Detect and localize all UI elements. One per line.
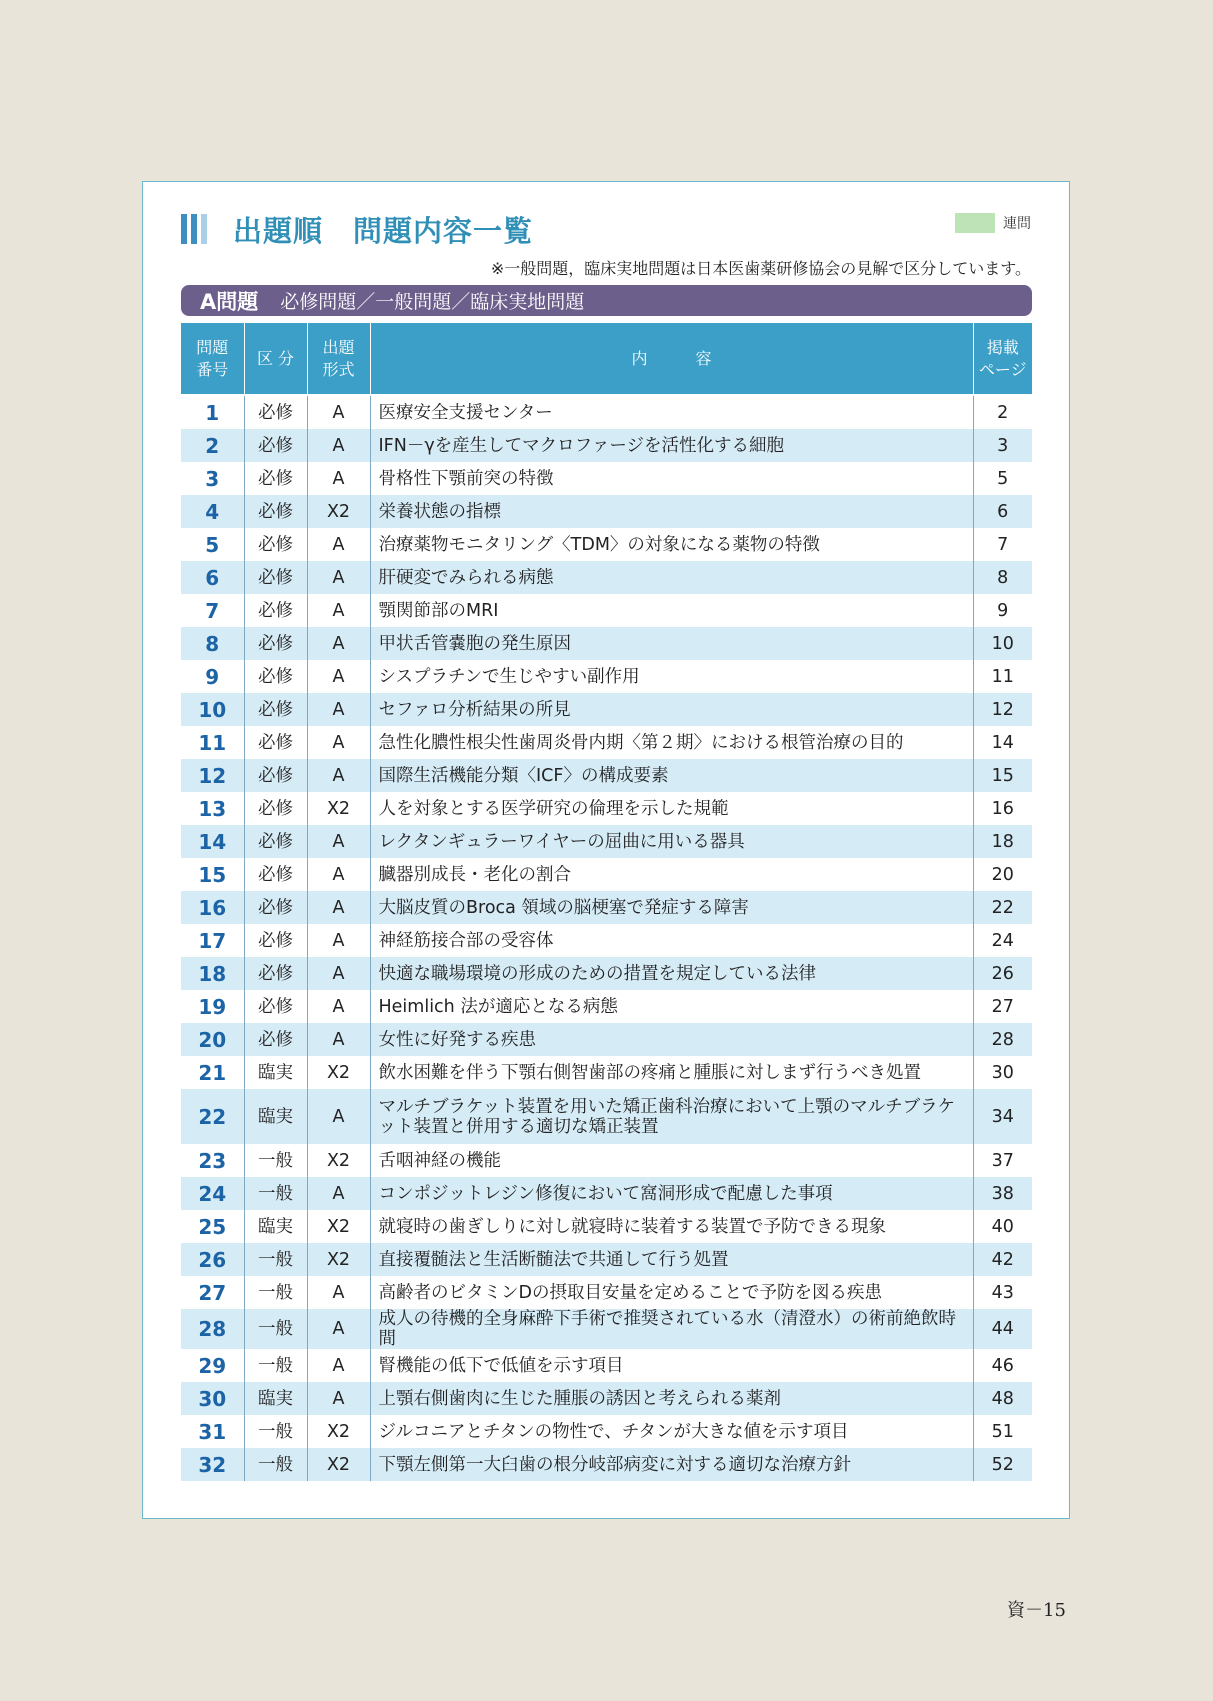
header-format-line2: 形式 [322, 359, 355, 379]
question-page: 15 [973, 759, 1032, 792]
header-category: 区 分 [244, 323, 307, 395]
question-format: A [307, 594, 370, 627]
header-format [307, 323, 370, 395]
question-page: 46 [991, 1355, 1014, 1376]
question-content: 顎関節部のMRI [370, 594, 973, 627]
table-row [181, 1023, 1032, 1056]
question-number: 21 [181, 1056, 244, 1089]
table-row [181, 693, 1032, 726]
question-category: 必修 [244, 891, 307, 924]
question-category: 必修 [244, 1023, 307, 1056]
page-number: 資－15 [1007, 1600, 1066, 1621]
table-row [181, 957, 1032, 990]
title-bar-2 [191, 214, 197, 244]
question-category: 一般 [244, 1243, 307, 1276]
question-number: 12 [181, 759, 244, 792]
table-row [181, 1243, 1032, 1276]
table-row [181, 594, 1032, 627]
question-number: 1 [181, 395, 244, 429]
page-title: 出題順 問題内容一覧 [233, 213, 534, 248]
header-question-number [181, 323, 244, 395]
question-page: 44 [973, 1309, 1032, 1349]
question-category: 臨実 [244, 1056, 307, 1089]
table-row [181, 1349, 1032, 1382]
question-number: 16 [181, 891, 244, 924]
table-row [181, 462, 1032, 495]
question-page: 38 [973, 1177, 1032, 1210]
question-number: 13 [181, 792, 244, 825]
question-category: 一般 [244, 1177, 307, 1210]
question-page: 6 [973, 495, 1032, 528]
title-bar-1 [181, 214, 187, 244]
table-row [181, 1056, 1032, 1089]
question-category: 必修 [244, 495, 307, 528]
question-format: A [307, 990, 370, 1023]
question-number: 25 [181, 1210, 244, 1243]
table-row [181, 1177, 1032, 1210]
question-format: A [307, 1023, 370, 1056]
question-content: 高齢者のビタミンDの摂取目安量を定めることで予防を図る疾患 [370, 1276, 973, 1309]
question-number: 3 [181, 462, 244, 495]
question-number: 6 [181, 561, 244, 594]
question-number: 11 [181, 726, 244, 759]
title-row [181, 212, 533, 246]
question-format: A [307, 561, 370, 594]
question-number: 15 [181, 858, 244, 891]
question-format: A [307, 462, 370, 495]
table-header-row [181, 323, 1032, 395]
table-row [181, 627, 1032, 660]
question-page: 10 [973, 627, 1032, 660]
question-content: 人を対象とする医学研究の倫理を示した規範 [370, 792, 973, 825]
table-row [181, 825, 1032, 858]
table-row [181, 858, 1032, 891]
question-number: 22 [181, 1089, 244, 1144]
question-page: 37 [991, 1150, 1014, 1171]
question-category: 必修 [244, 825, 307, 858]
question-content: レクタンギュラーワイヤーの屈曲に用いる器具 [370, 825, 973, 858]
question-number: 24 [181, 1177, 244, 1210]
question-number: 14 [181, 825, 244, 858]
header-page-line1: 掲載 [986, 337, 1019, 357]
question-content: Heimlich 法が適応となる病態 [370, 990, 973, 1023]
table-row [181, 395, 1032, 429]
question-category: 一般 [244, 1144, 307, 1177]
header-question-number-line1: 問題 [196, 337, 229, 357]
table-row [181, 1089, 1032, 1144]
question-format: A [307, 1349, 370, 1382]
question-content: シスプラチンで生じやすい副作用 [370, 660, 973, 693]
table-row [181, 792, 1032, 825]
question-category: 必修 [244, 924, 307, 957]
table-row [181, 726, 1032, 759]
question-content: 上顎右側歯肉に生じた腫脹の誘因と考えられる薬剤 [370, 1382, 973, 1415]
question-format: A [307, 395, 370, 429]
question-number: 32 [181, 1448, 244, 1481]
question-page: 28 [973, 1023, 1032, 1056]
question-page: 18 [973, 825, 1032, 858]
question-format: A [307, 759, 370, 792]
question-table [181, 323, 1032, 1481]
question-page: 14 [991, 732, 1014, 753]
question-content: 甲状舌管嚢胞の発生原因 [370, 627, 973, 660]
classification-note: ※一般問題，臨床実地問題は日本医歯薬研修協会の見解で区分しています。 [490, 259, 1031, 278]
question-format: A [307, 1089, 370, 1144]
question-page: 51 [991, 1421, 1014, 1442]
question-number: 17 [181, 924, 244, 957]
question-page: 30 [991, 1062, 1014, 1083]
question-category: 臨実 [244, 1089, 307, 1144]
question-page: 3 [973, 429, 1032, 462]
question-format: A [307, 1382, 370, 1415]
question-format: A [307, 891, 370, 924]
question-content: 直接覆髄法と生活断髄法で共通して行う処置 [370, 1243, 973, 1276]
question-number: 19 [181, 990, 244, 1023]
table-row [181, 495, 1032, 528]
question-page: 2 [997, 402, 1009, 423]
question-category: 必修 [244, 627, 307, 660]
question-page: 26 [973, 957, 1032, 990]
question-format: X2 [307, 1210, 370, 1243]
question-format: X2 [307, 1448, 370, 1481]
question-page: 34 [973, 1089, 1032, 1144]
question-number: 30 [181, 1382, 244, 1415]
question-content: 下顎左側第一大臼歯の根分岐部病変に対する適切な治療方針 [370, 1448, 973, 1481]
question-page: 42 [973, 1243, 1032, 1276]
question-category: 必修 [244, 528, 307, 561]
header-content: 内 容 [370, 323, 973, 395]
header-format-line1: 出題 [322, 337, 355, 357]
question-category: 臨実 [244, 1210, 307, 1243]
question-content: IFN－γを産生してマクロファージを活性化する細胞 [370, 429, 973, 462]
question-category: 必修 [244, 693, 307, 726]
question-number: 5 [181, 528, 244, 561]
legend-label: 連問 [1003, 216, 1031, 232]
question-number: 29 [181, 1349, 244, 1382]
question-number: 18 [181, 957, 244, 990]
question-page: 43 [991, 1282, 1014, 1303]
question-number: 28 [181, 1309, 244, 1349]
question-format: A [307, 726, 370, 759]
question-category: 一般 [244, 1349, 307, 1382]
question-category: 必修 [244, 858, 307, 891]
question-category: 必修 [244, 594, 307, 627]
question-format: X2 [307, 1056, 370, 1089]
question-number: 2 [181, 429, 244, 462]
question-format: A [307, 627, 370, 660]
question-page: 9 [997, 600, 1009, 621]
question-category: 一般 [244, 1309, 307, 1349]
question-number: 20 [181, 1023, 244, 1056]
question-category: 必修 [244, 957, 307, 990]
question-format: A [307, 660, 370, 693]
question-content: 肝硬変でみられる病態 [370, 561, 973, 594]
question-page: 20 [991, 864, 1014, 885]
table-body [181, 395, 1032, 1481]
question-page: 5 [997, 468, 1009, 489]
question-number: 9 [181, 660, 244, 693]
question-format: X2 [307, 1243, 370, 1276]
question-category: 必修 [244, 561, 307, 594]
question-content: コンポジットレジン修復において窩洞形成で配慮した事項 [370, 1177, 973, 1210]
table-row [181, 1210, 1032, 1243]
question-format: A [307, 1177, 370, 1210]
question-number: 31 [181, 1415, 244, 1448]
question-content: 国際生活機能分類〈ICF〉の構成要素 [370, 759, 973, 792]
question-page: 27 [991, 996, 1014, 1017]
table-row [181, 891, 1032, 924]
question-content: マルチブラケット装置を用いた矯正歯科治療において上顎のマルチブラケット装置と併用する適切な矯正装置 [370, 1089, 973, 1144]
header-question-number-line2: 番号 [196, 359, 229, 379]
question-category: 必修 [244, 759, 307, 792]
question-number: 26 [181, 1243, 244, 1276]
question-content: 治療薬物モニタリング〈TDM〉の対象になる薬物の特徴 [370, 528, 973, 561]
question-category: 必修 [244, 462, 307, 495]
question-content: 女性に好発する疾患 [370, 1023, 973, 1056]
table-row [181, 429, 1032, 462]
question-page: 7 [997, 534, 1009, 555]
question-format: A [307, 528, 370, 561]
question-category: 必修 [244, 660, 307, 693]
question-category: 必修 [244, 726, 307, 759]
question-format: X2 [307, 1144, 370, 1177]
question-format: A [307, 693, 370, 726]
question-page: 16 [991, 798, 1014, 819]
table-row [181, 990, 1032, 1023]
question-number: 27 [181, 1276, 244, 1309]
question-content: 急性化膿性根尖性歯周炎骨内期〈第２期〉における根管治療の目的 [370, 726, 973, 759]
question-content: 医療安全支援センター [370, 395, 973, 429]
question-content: 栄養状態の指標 [370, 495, 973, 528]
question-category: 臨実 [244, 1382, 307, 1415]
question-number: 8 [181, 627, 244, 660]
question-content: ジルコニアとチタンの物性で、チタンが大きな値を示す項目 [370, 1415, 973, 1448]
legend-swatch [955, 213, 995, 233]
question-number: 7 [181, 594, 244, 627]
question-number: 23 [181, 1144, 244, 1177]
title-bars-decoration [181, 214, 207, 244]
table-row [181, 528, 1032, 561]
question-category: 必修 [244, 990, 307, 1023]
question-content: 大脳皮質のBroca 領域の脳梗塞で発症する障害 [370, 891, 973, 924]
question-page: 12 [973, 693, 1032, 726]
question-category: 必修 [244, 395, 307, 429]
question-category: 必修 [244, 792, 307, 825]
legend [955, 213, 1031, 233]
question-category: 一般 [244, 1415, 307, 1448]
question-format: A [307, 858, 370, 891]
question-category: 一般 [244, 1276, 307, 1309]
section-bar [181, 285, 1032, 316]
question-page: 48 [973, 1382, 1032, 1415]
question-format: X2 [307, 1415, 370, 1448]
question-category: 一般 [244, 1448, 307, 1481]
content-panel [142, 181, 1070, 1519]
question-content: 腎機能の低下で低値を示す項目 [370, 1349, 973, 1382]
question-content: 成人の待機的全身麻酔下手術で推奨されている水（清澄水）の術前絶飲時間 [370, 1309, 973, 1349]
title-bar-3 [201, 214, 207, 244]
question-content: 舌咽神経の機能 [370, 1144, 973, 1177]
question-category: 必修 [244, 429, 307, 462]
question-format: A [307, 825, 370, 858]
table-row [181, 1382, 1032, 1415]
table-row [181, 759, 1032, 792]
table-row [181, 1144, 1032, 1177]
question-content: 骨格性下顎前突の特徴 [370, 462, 973, 495]
table-row [181, 1415, 1032, 1448]
question-format: A [307, 1276, 370, 1309]
question-page: 11 [991, 666, 1014, 687]
question-page: 52 [973, 1448, 1032, 1481]
header-page-line2: ページ [978, 359, 1027, 379]
question-format: X2 [307, 495, 370, 528]
question-format: X2 [307, 792, 370, 825]
table-row [181, 561, 1032, 594]
question-page: 40 [991, 1216, 1014, 1237]
table-row [181, 660, 1032, 693]
header-page [973, 323, 1032, 395]
question-format: A [307, 429, 370, 462]
question-page: 22 [973, 891, 1032, 924]
question-format: A [307, 957, 370, 990]
table-row [181, 1309, 1032, 1349]
table-row [181, 1448, 1032, 1481]
question-content: 快適な職場環境の形成のための措置を規定している法律 [370, 957, 973, 990]
question-content: 神経筋接合部の受容体 [370, 924, 973, 957]
question-format: A [307, 1309, 370, 1349]
table-row [181, 1276, 1032, 1309]
question-content: 飲水困難を伴う下顎右側智歯部の疼痛と腫脹に対しまず行うべき処置 [370, 1056, 973, 1089]
question-page: 8 [973, 561, 1032, 594]
table-row [181, 924, 1032, 957]
question-number: 4 [181, 495, 244, 528]
question-content: 臓器別成長・老化の割合 [370, 858, 973, 891]
question-content: セファロ分析結果の所見 [370, 693, 973, 726]
question-number: 10 [181, 693, 244, 726]
question-page: 24 [991, 930, 1014, 951]
section-id: A問題 [200, 289, 259, 314]
section-subtitle: 必修問題／一般問題／臨床実地問題 [280, 291, 585, 313]
question-content: 就寝時の歯ぎしりに対し就寝時に装着する装置で予防できる現象 [370, 1210, 973, 1243]
question-format: A [307, 924, 370, 957]
